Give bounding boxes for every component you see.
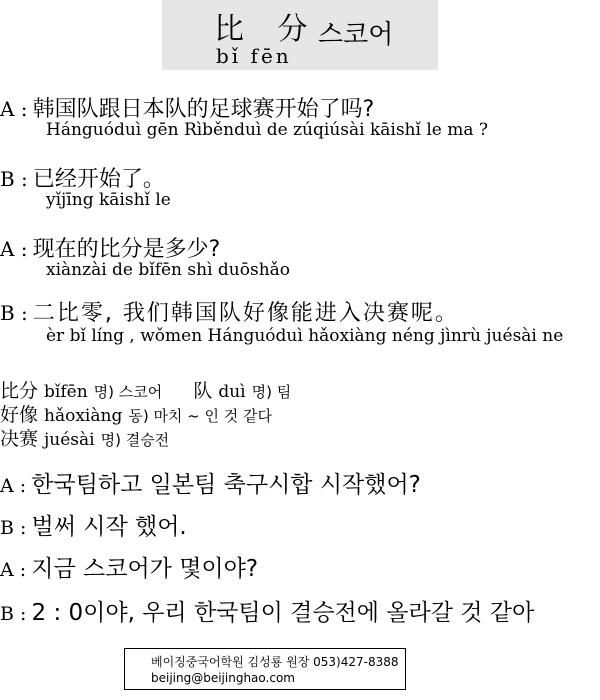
- ko-line-3: [0, 550, 258, 583]
- pinyin-line-3: xiànzài de bǐfēn shì duōshǎo: [46, 260, 291, 280]
- vocab-pinyin: duì: [218, 382, 246, 402]
- speaker-label: B :: [0, 603, 27, 625]
- speaker-label: B :: [0, 167, 28, 191]
- vocab-item-3: [0, 424, 169, 451]
- cn-sentence: 二比零, 我们韩国队好像能进入决赛呢。: [32, 301, 459, 326]
- ko-sentence: 2 : 0이야, 우리 한국팀이 결승전에 올라갈 것 같아: [31, 600, 535, 626]
- cn-sentence: 现在的比分是多少?: [32, 237, 221, 262]
- vocab-meaning: 명) 스코어: [93, 383, 163, 401]
- vocab-meaning: 동) 마치 ~ 인 것 같다: [128, 407, 273, 425]
- speaker-label: B :: [0, 517, 27, 539]
- speaker-label: A :: [0, 237, 28, 261]
- vocab-pinyin: hǎoxiàng: [44, 406, 123, 426]
- cn-sentence: 韩国队跟日本队的足球赛开始了吗?: [32, 97, 375, 122]
- vocab-meaning: 명) 결승전: [100, 431, 170, 449]
- vocab-pinyin: juésài: [44, 430, 95, 450]
- speaker-label: A :: [0, 475, 27, 497]
- ko-line-4: [0, 594, 534, 627]
- footer-line-1: 베이징중국어학원 김성룡 원장 053)427-8388: [151, 655, 399, 669]
- title-pinyin: bǐ fēn: [216, 44, 292, 68]
- cn-sentence: 已经开始了。: [32, 167, 165, 192]
- cn-line-4: [0, 296, 459, 327]
- vocab-hanzi: 比分: [0, 380, 39, 402]
- title-hanzi: 比 分: [214, 12, 320, 47]
- vocab-hanzi: 好像: [0, 404, 39, 426]
- cn-line-3: [0, 232, 220, 263]
- ko-sentence: 한국팀하고 일본팀 축구시합 시작했어?: [31, 472, 421, 498]
- vocab-meaning: 명) 팀: [251, 383, 292, 401]
- ko-line-1: [0, 466, 421, 499]
- ko-line-2: [0, 508, 187, 541]
- vocab-hanzi: 队: [193, 380, 213, 402]
- vocab-pinyin: bǐfēn: [44, 382, 88, 402]
- cn-line-2: [0, 162, 165, 193]
- pinyin-line-2: yǐjīng kāishǐ le: [46, 190, 171, 210]
- speaker-label: B :: [0, 301, 28, 325]
- vocab-item-1: [0, 376, 291, 403]
- speaker-label: A :: [0, 97, 28, 121]
- ko-sentence: 벌써 시작 했어.: [31, 514, 187, 540]
- title-korean: 스코어: [318, 20, 394, 50]
- footer-email: beijing@beijinghao.com: [151, 671, 295, 685]
- vocab-item-2: [0, 400, 272, 427]
- footer-contact-box: [124, 648, 406, 690]
- pinyin-line-4: èr bǐ líng , wǒmen Hánguóduì hǎoxiàng néng jìnrù juésài ne: [46, 326, 564, 346]
- ko-sentence: 지금 스코어가 몇이야?: [31, 556, 259, 582]
- cn-line-1: [0, 92, 374, 123]
- pinyin-line-1: Hánguóduì gēn Rìběnduì de zúqiúsài kāishǐ le ma ?: [46, 120, 489, 140]
- speaker-label: A :: [0, 559, 27, 581]
- vocab-hanzi: 决赛: [0, 428, 39, 450]
